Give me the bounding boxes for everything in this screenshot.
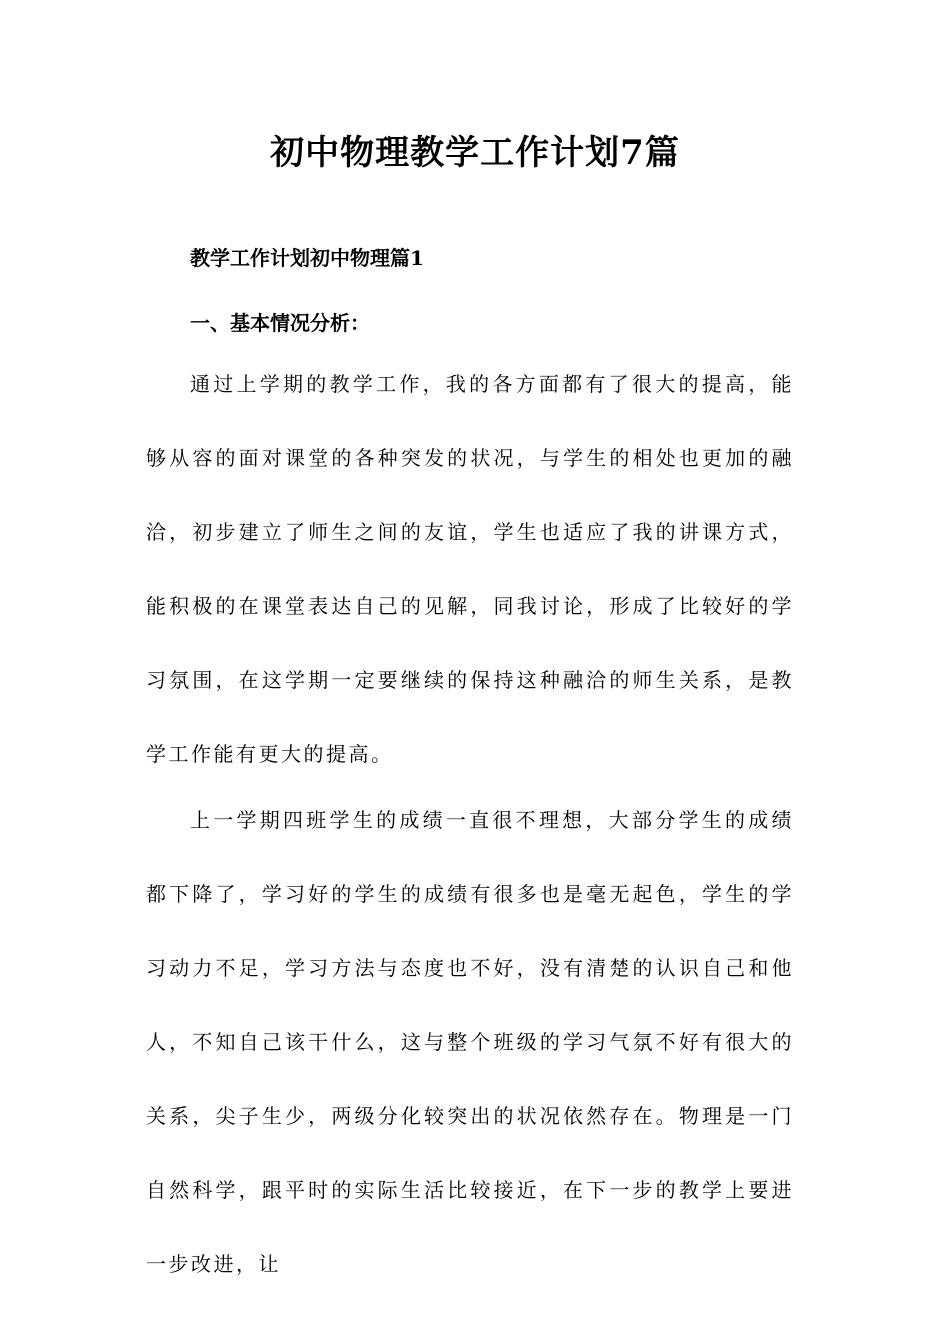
body-paragraph-2: 上一学期四班学生的成绩一直很不理想，大部分学生的成绩都下降了，学习好的学生的成绩有很多也是毫无起色，学生的学习动力不足，学习方法与态度也不好，没有清楚的认识自己和他人，不知自己该干什么，这与整个班级的学习气氛不好有很大的关系，尖子生少，两级分化较突出的状况依然存在。物理是一门自然科学，跟平时的实际生活比较接近，在下一步的教学上要进一步改进，让 (146, 808, 794, 1276)
body-paragraph-1: 通过上学期的教学工作，我的各方面都有了很大的提高，能够从容的面对课堂的各种突发的状况，与学生的相处也更加的融洽，初步建立了师生之间的友谊，学生也适应了我的讲课方式，能积极的在课堂表达自己的见解，同我讨论，形成了比较好的学习氛围，在这学期一定要继续的保持这种融洽的师生关系，是教学工作能有更大的提高。 (146, 372, 794, 766)
article-heading: 教学工作计划初中物理篇1 (190, 246, 424, 270)
section-heading: 一、基本情况分析： (190, 311, 370, 335)
document-title: 初中物理教学工作计划7篇 (270, 133, 680, 173)
